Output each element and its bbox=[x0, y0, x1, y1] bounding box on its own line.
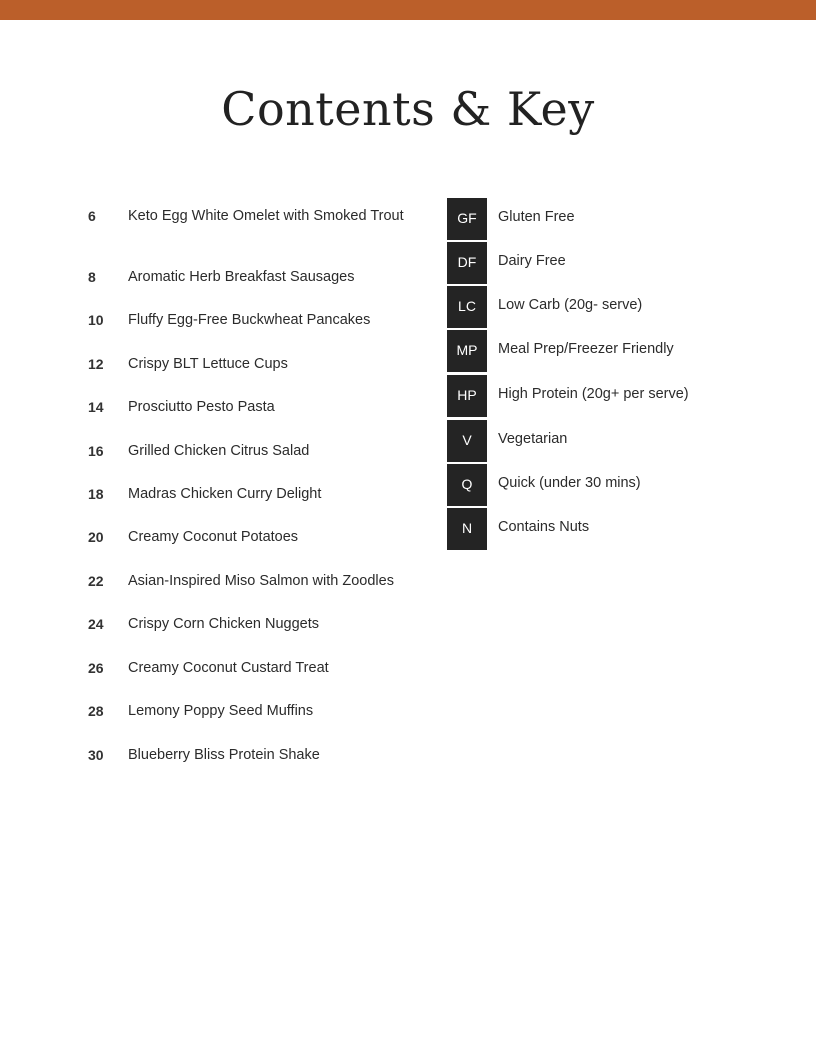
toc-page-number: 24 bbox=[88, 616, 104, 632]
key-badge: V bbox=[447, 420, 487, 462]
toc-entry[interactable] bbox=[88, 658, 418, 678]
key-badge: MP bbox=[447, 330, 487, 372]
toc-entry[interactable] bbox=[88, 745, 418, 765]
toc-recipe-title: Keto Egg White Omelet with Smoked Trout bbox=[128, 208, 404, 224]
toc-page-number: 12 bbox=[88, 356, 104, 372]
key-entry bbox=[447, 286, 767, 328]
toc-recipe-title: Creamy Coconut Potatoes bbox=[128, 529, 299, 545]
toc-entry[interactable] bbox=[88, 267, 418, 287]
toc-page-number: 30 bbox=[88, 747, 104, 763]
toc-entry[interactable] bbox=[88, 310, 418, 330]
key-label: Contains Nuts bbox=[498, 519, 590, 535]
key-badge: HP bbox=[447, 375, 487, 417]
toc-recipe-title: Fluffy Egg-Free Buckwheat Pancakes bbox=[128, 312, 371, 328]
toc-entry[interactable] bbox=[88, 441, 418, 461]
toc-entry[interactable] bbox=[88, 614, 418, 634]
key-label: High Protein (20g+ per serve) bbox=[498, 386, 689, 402]
key-label: Gluten Free bbox=[498, 209, 575, 225]
toc-recipe-title: Aromatic Herb Breakfast Sausages bbox=[128, 269, 355, 285]
toc-entry[interactable] bbox=[88, 354, 418, 374]
toc-recipe-title: Grilled Chicken Citrus Salad bbox=[128, 443, 310, 459]
key-label: Low Carb (20g- serve) bbox=[498, 297, 643, 313]
toc-recipe-title: Madras Chicken Curry Delight bbox=[128, 486, 322, 502]
key-badge: GF bbox=[447, 198, 487, 240]
key-label: Vegetarian bbox=[498, 431, 568, 447]
key-label: Meal Prep/Freezer Friendly bbox=[498, 341, 674, 357]
key-label: Quick (under 30 mins) bbox=[498, 475, 641, 491]
key-entry bbox=[447, 198, 767, 240]
key-badge: DF bbox=[447, 242, 487, 284]
toc-page-number: 18 bbox=[88, 486, 104, 502]
toc-recipe-title: Lemony Poppy Seed Muffins bbox=[128, 703, 314, 719]
key-label: Dairy Free bbox=[498, 253, 566, 269]
toc-recipe-title: Asian-Inspired Miso Salmon with Zoodles bbox=[128, 573, 394, 589]
toc-page-number: 26 bbox=[88, 660, 104, 676]
toc-entry[interactable] bbox=[88, 527, 418, 547]
toc-page-number: 6 bbox=[88, 208, 96, 224]
toc-page-number: 22 bbox=[88, 573, 104, 589]
toc-recipe-title: Creamy Coconut Custard Treat bbox=[128, 660, 329, 676]
toc-page-number: 8 bbox=[88, 269, 96, 285]
toc-recipe-title: Crispy Corn Chicken Nuggets bbox=[128, 616, 319, 632]
toc-page-number: 10 bbox=[88, 312, 104, 328]
key-entry bbox=[447, 242, 767, 284]
page-title: Contents & Key bbox=[221, 82, 595, 136]
key-entry bbox=[447, 330, 767, 372]
toc-page-number: 20 bbox=[88, 529, 104, 545]
key-badge: N bbox=[447, 508, 487, 550]
key-entry bbox=[447, 464, 767, 506]
key-badge: Q bbox=[447, 464, 487, 506]
toc-entry[interactable] bbox=[88, 397, 418, 417]
key-entry bbox=[447, 375, 767, 417]
toc-page-number: 16 bbox=[88, 443, 104, 459]
toc-recipe-title: Prosciutto Pesto Pasta bbox=[128, 399, 275, 415]
toc-entry[interactable] bbox=[88, 571, 418, 591]
toc-page-number: 14 bbox=[88, 399, 104, 415]
key-entry bbox=[447, 508, 767, 550]
toc-entry[interactable] bbox=[88, 701, 418, 721]
toc-recipe-title: Crispy BLT Lettuce Cups bbox=[128, 356, 288, 372]
toc-page-number: 28 bbox=[88, 703, 104, 719]
key-badge: LC bbox=[447, 286, 487, 328]
toc-entry[interactable] bbox=[88, 206, 418, 226]
toc-entry[interactable] bbox=[88, 484, 418, 504]
top-accent-bar bbox=[0, 0, 816, 20]
key-entry bbox=[447, 420, 767, 462]
toc-recipe-title: Blueberry Bliss Protein Shake bbox=[128, 747, 320, 763]
